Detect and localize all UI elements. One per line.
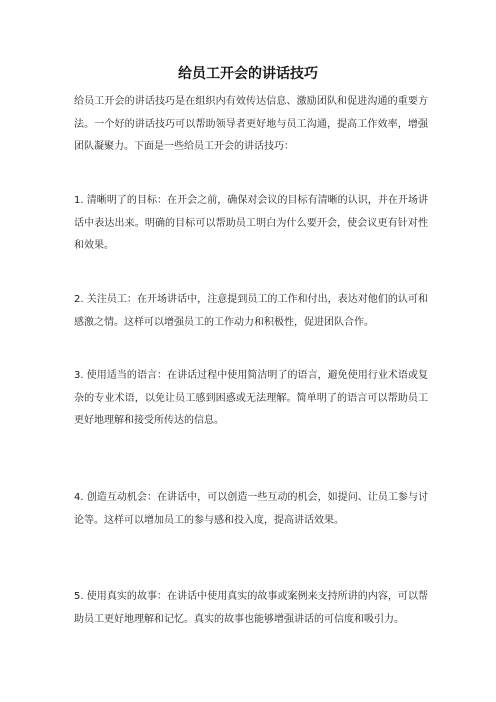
tip-paragraph-5: 5. 使用真实的故事：在讲话中使用真实的故事或案例来支持所讲的内容，可以帮助员工更好地理解和记忆。真实的故事也能够增强讲话的可信度和吸引力。	[74, 591, 428, 625]
tip-paragraph-1: 1. 清晰明了的目标：在开会之前，确保对会议的目标有清晰的认识，并在开场讲话中表达出来。明确的目标可以帮助员工明白为什么要开会，使会议更有针对性和效果。	[74, 195, 428, 251]
tip-paragraph-4: 4. 创造互动机会：在讲话中，可以创造一些互动的机会，如提问、让员工参与讨论等。这样可以增加员工的参与感和投入度，提高讲话效果。	[74, 492, 428, 526]
tip-paragraph-3: 3. 使用适当的语言：在讲话过程中使用简洁明了的语言，避免使用行业术语或复杂的专业术语，以免让员工感到困惑或无法理解。简单明了的语言可以帮助员工更好地理解和接受所传达的信息。	[74, 370, 428, 426]
intro-paragraph: 给员工开会的讲话技巧是在组织内有效传达信息、激励团队和促进沟通的重要方法。一个好的讲话技巧可以帮助领导者更好地与员工沟通，提高工作效率，增强团队凝聚力。下面是一些给员工开会的讲话技巧：	[74, 96, 428, 152]
document-title: 给员工开会的讲话技巧	[178, 66, 318, 82]
tip-paragraph-2: 2. 关注员工：在开场讲话中，注意提到员工的工作和付出，表达对他们的认可和感激之情。这样可以增强员工的工作动力和积极性，促进团队合作。	[74, 294, 428, 328]
